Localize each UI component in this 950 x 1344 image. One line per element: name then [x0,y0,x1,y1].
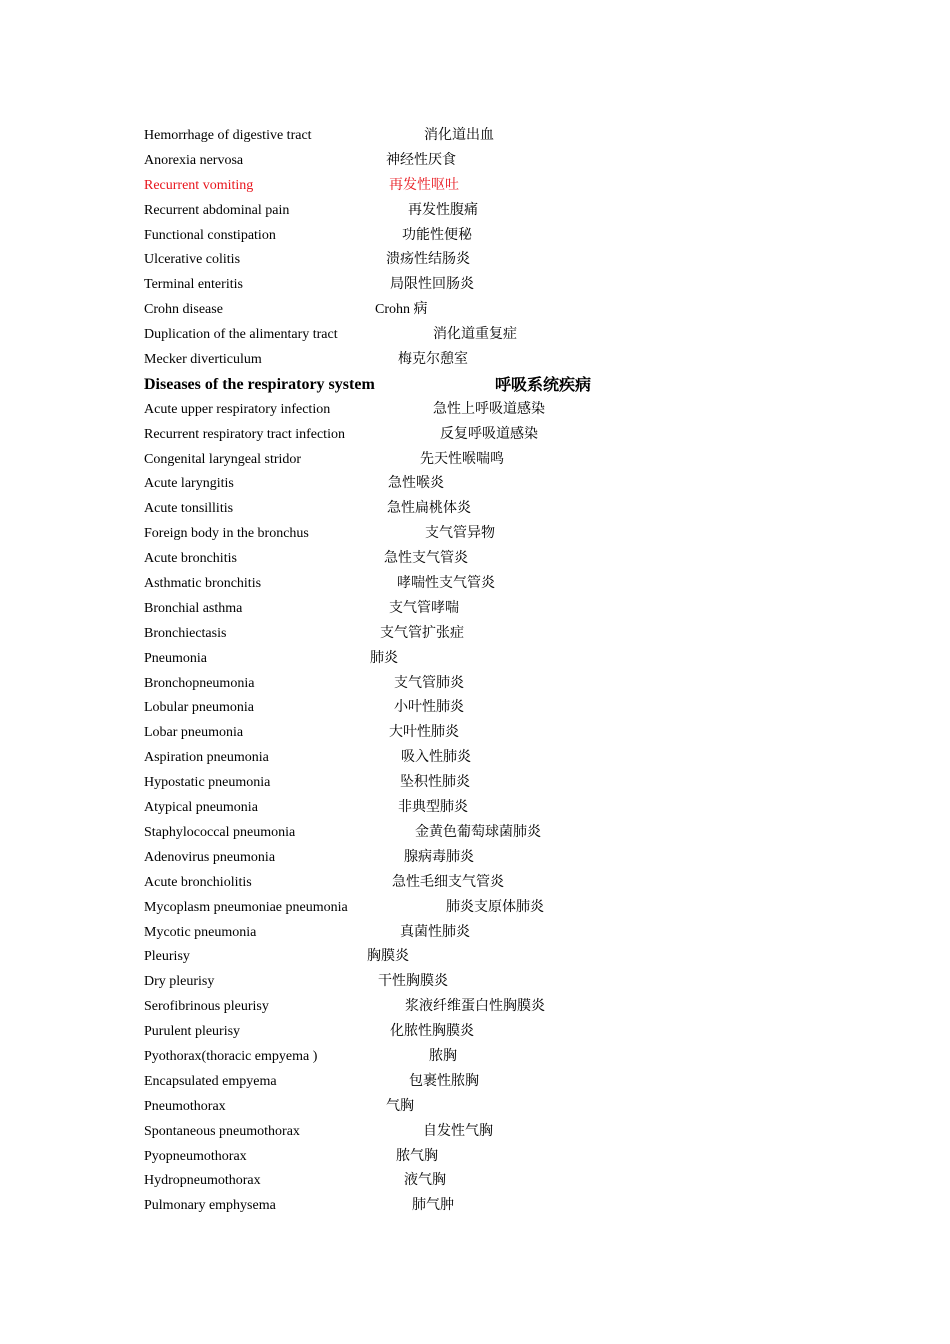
term-chinese: 急性上呼吸道感染 [433,401,545,417]
term-english: Acute upper respiratory infection [144,401,331,417]
term-row [144,796,844,821]
term-chinese: 消化道出血 [424,128,494,143]
term-chinese: 再发性呕吐 [389,177,459,193]
term-row [144,970,844,995]
term-chinese: 局限性回肠炎 [390,277,474,293]
term-english: Recurrent respiratory tract infection [144,426,345,442]
term-list [144,124,844,1219]
term-chinese: 溃疡性结肠炎 [386,252,470,268]
term-row [144,423,844,448]
term-english: Pyopneumothorax [144,1148,247,1164]
term-row [144,348,844,373]
term-english: Lobular pneumonia [144,700,255,716]
term-english: Bronchiectasis [144,625,227,641]
term-english: Aspiration pneumonia [144,750,269,766]
term-row [144,995,844,1020]
term-english: Dry pleurisy [144,974,215,990]
term-chinese: Crohn 病 [375,302,428,318]
term-english: Bronchial asthma [144,600,243,616]
term-row [144,398,844,423]
term-row [144,448,844,473]
term-chinese: 反复呼吸道感染 [440,426,538,442]
term-row [144,821,844,846]
term-english: Staphylococcal pneumonia [144,824,296,840]
term-english: Functional constipation [144,227,276,243]
term-english: Pyothorax(thoracic empyema ) [144,1048,318,1064]
term-chinese: 液气胸 [404,1173,446,1189]
term-row [144,945,844,970]
term-english: Pneumonia [144,650,207,666]
term-row [144,1120,844,1145]
term-english: Adenovirus pneumonia [144,849,276,865]
term-row [144,896,844,921]
term-english: Mycoplasm pneumoniae pneumonia [144,899,348,915]
term-row [144,1095,844,1120]
term-chinese: 大叶性肺炎 [389,725,459,741]
term-chinese: 功能性便秘 [402,227,472,243]
term-row [144,199,844,224]
term-english: Recurrent vomiting [144,177,254,193]
term-english: Pneumothorax [144,1098,226,1114]
term-english: Anorexia nervosa [144,152,244,168]
term-chinese: 急性支气管炎 [384,551,468,567]
term-row [144,1020,844,1045]
term-english: Hydropneumothorax [144,1173,261,1189]
term-english: Hypostatic pneumonia [144,775,271,791]
term-chinese: 急性扁桃体炎 [387,501,471,517]
term-chinese: 支气管肺炎 [394,675,464,691]
term-english: Terminal enteritis [144,277,243,293]
term-chinese: 肺炎支原体肺炎 [446,899,544,915]
term-chinese: 哮喘性支气管炎 [397,576,495,592]
term-chinese: 支气管扩张症 [380,625,464,641]
term-english: Acute bronchitis [144,551,237,567]
term-chinese: 脓气胸 [396,1148,438,1164]
term-english: Acute bronchiolitis [144,874,252,890]
term-english: Congenital laryngeal stridor [144,451,302,467]
term-english: Atypical pneumonia [144,800,258,816]
term-row [144,174,844,199]
term-row [144,1070,844,1095]
term-chinese: 神经性厌食 [386,152,456,168]
section-heading-english: Diseases of the respiratory system [144,375,375,393]
term-row [144,472,844,497]
term-english: Purulent pleurisy [144,1024,241,1040]
term-english: Bronchopneumonia [144,675,255,691]
term-chinese: 化脓性胸膜炎 [390,1024,474,1040]
term-row [144,921,844,946]
term-row [144,871,844,896]
term-chinese: 肺炎 [370,650,398,666]
term-row [144,149,844,174]
term-row [144,273,844,298]
term-chinese: 再发性腹痛 [408,202,478,218]
term-english: Acute laryngitis [144,476,234,492]
term-chinese: 先天性喉喘鸣 [420,451,504,467]
term-chinese: 金黄色葡萄球菌肺炎 [415,824,541,840]
term-row [144,497,844,522]
term-row [144,597,844,622]
term-english: Duplication of the alimentary tract [144,327,338,343]
term-row [144,846,844,871]
term-chinese: 吸入性肺炎 [401,750,471,766]
term-english: Pulmonary emphysema [144,1198,276,1214]
term-row [144,696,844,721]
term-english: Pleurisy [144,949,190,965]
term-chinese: 急性毛细支气管炎 [392,874,504,890]
term-chinese: 支气管哮喘 [389,600,459,616]
term-english: Crohn disease [144,302,223,318]
term-chinese: 梅克尔憩室 [398,352,468,368]
term-chinese: 胸膜炎 [367,949,409,965]
section-heading [144,373,844,398]
term-chinese: 消化道重复症 [433,327,517,343]
term-chinese: 急性喉炎 [388,476,444,492]
term-chinese: 脓胸 [429,1048,457,1064]
term-english: Mycotic pneumonia [144,924,257,940]
term-row [144,323,844,348]
term-chinese: 肺气肿 [412,1198,454,1214]
term-chinese: 坠积性肺炎 [400,775,470,791]
term-english: Foreign body in the bronchus [144,526,309,542]
term-english: Ulcerative colitis [144,252,241,268]
term-row [144,647,844,672]
term-chinese: 气胸 [386,1098,414,1114]
term-english: Hemorrhage of digestive tract [144,128,312,143]
term-chinese: 小叶性肺炎 [394,700,464,716]
term-row [144,298,844,323]
term-chinese: 腺病毒肺炎 [404,849,474,865]
term-chinese: 浆液纤维蛋白性胸膜炎 [405,999,545,1015]
term-chinese: 真菌性肺炎 [400,924,470,940]
term-row [144,522,844,547]
term-row [144,1045,844,1070]
term-row [144,547,844,572]
term-english: Lobar pneumonia [144,725,244,741]
term-row [144,224,844,249]
term-row [144,771,844,796]
section-heading-chinese: 呼吸系统疾病 [495,374,592,394]
term-row [144,622,844,647]
term-chinese: 干性胸膜炎 [378,974,448,990]
term-row [144,124,844,149]
term-row [144,746,844,771]
term-english: Encapsulated empyema [144,1073,277,1089]
term-row [144,572,844,597]
term-english: Serofibrinous pleurisy [144,999,269,1015]
term-chinese: 非典型肺炎 [398,800,468,816]
term-row [144,1194,844,1219]
term-chinese: 支气管异物 [425,526,495,542]
term-english: Mecker diverticulum [144,352,262,368]
term-english: Spontaneous pneumothorax [144,1123,300,1139]
term-row [144,672,844,697]
term-row [144,721,844,746]
term-chinese: 包裹性脓胸 [409,1073,479,1089]
term-row [144,1145,844,1170]
term-english: Recurrent abdominal pain [144,202,290,218]
term-english: Acute tonsillitis [144,501,234,517]
term-english: Asthmatic bronchitis [144,576,262,592]
term-chinese: 自发性气胸 [423,1123,493,1139]
term-row [144,248,844,273]
term-row [144,1169,844,1194]
